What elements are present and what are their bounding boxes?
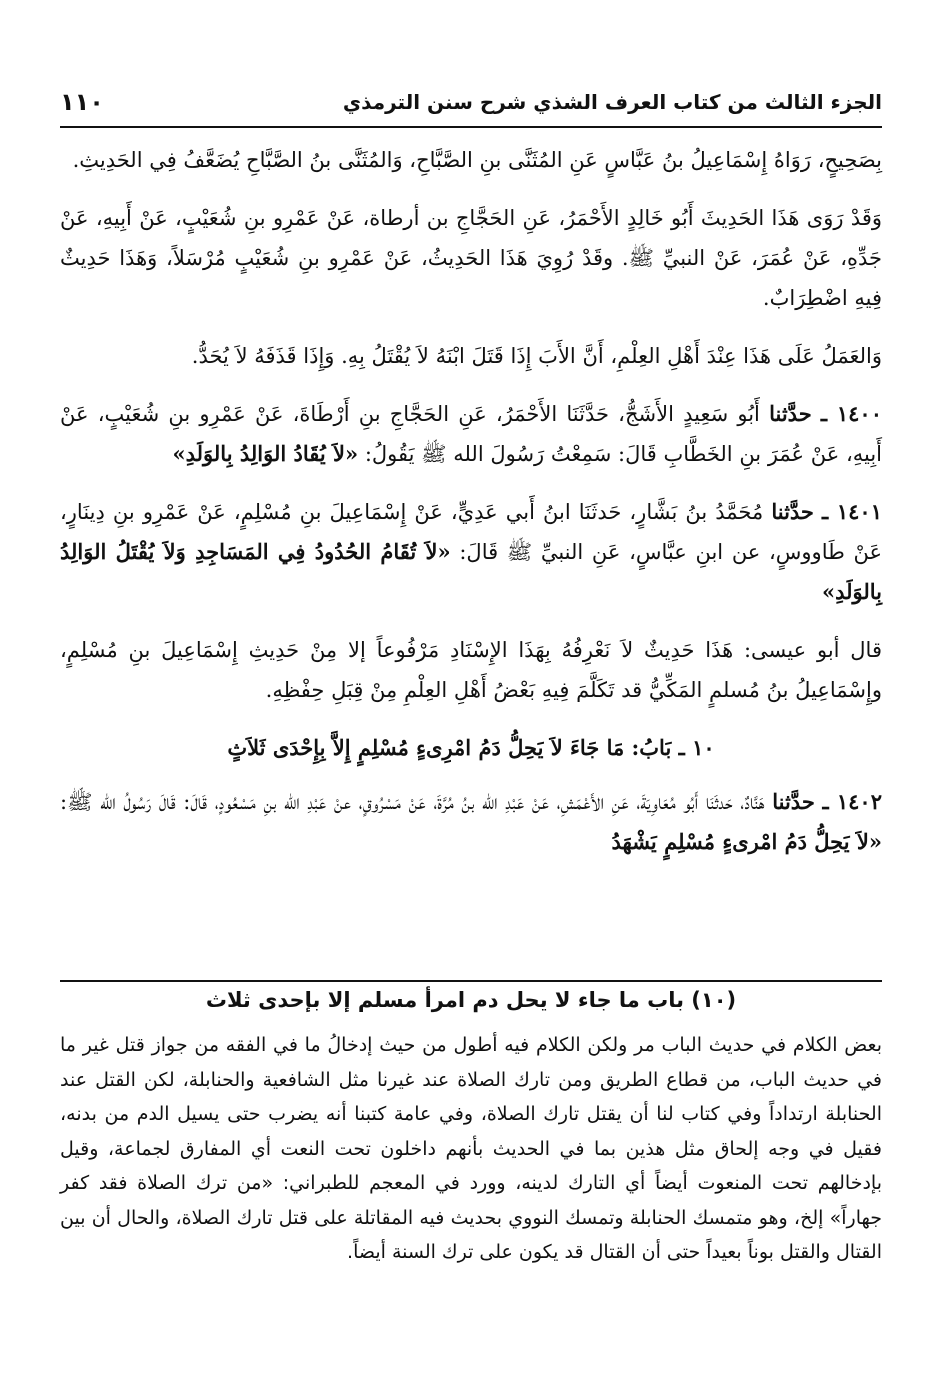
- hadith-quote: «لاَ تُقَامُ الحُدُودُ فِي المَسَاجِدِ وَلاَ يُقْتَلُ الوَالِدُ بِالوَلَدِ»: [60, 539, 882, 604]
- hadith-lead: حدَّثنا: [771, 499, 814, 524]
- commentary-body: بعض الكلام في حديث الباب مر ولكن الكلام فيه أطول من حيث إدخالُ ما في الفقه من جواز قتل غير ما في حديث الباب، من قطاع الطريق ومن تارك الصلاة عند غيرنا مثل الشافعية والحنابلة، لكن القتل عند الحنابلة ارتداداً وفي كتاب لنا أن يقتل تارك الصلاة، وفي عامة كتبنا أنه يضرب حتى يسيل الدم من بدنه، فقيل في وجه إلحاق مثل هذين بما في الحديث بأنهم داخلون تحت النعت أي المفارق لجماعة، وقيل بإدخالهم تحت المنعوت أيضاً أي التارك لدينه، وورد في المعجم للطبراني: «من ترك الصلاة فقد كفر جهاراً» إلخ، وهو متمسك الحنابلة وتمسك النووي بحديث فيه المقاتلة على قتل تارك الصلاة، والحال أن بين القتال والقتل بوناً بعيداً حتى أن القتال قد يكون على ترك السنة أيضاً.: [60, 1034, 882, 1263]
- hadith-text: مُحَمَّدُ بنُ بَشَّارٍ، حَدثَنَا ابنُ أَبي عَدِيٍّ، عَنْ إِسْمَاعِيلَ بنِ مُسْلِمٍ، عَنْ عَمْرِو بنِ دِينَارٍ، عَنْ طَاووسٍ، عن ابنِ عبَّاسٍ، عَنِ النبيِّ ﷺ قَالَ:: [60, 500, 883, 564]
- hadith-text: أَبُو سَعِيدٍ الأَشَجُّ، حَدَّثَنَا الأَحْمَرُ، عَنِ الحَجَّاجِ بنِ أَرْطَاةَ، عَنْ عَمْرِو بنِ شُعَيْبٍ، عَنْ أَبِيهِ، عَنْ عُمَرَ بنِ الخَطَّابِ قَالَ: سَمِعْتُ رَسُولَ الله ﷺ يَقُولُ:: [60, 402, 882, 466]
- book-page: [60, 0, 882, 1379]
- hadith-lead: حدَّثنا: [769, 401, 812, 426]
- hadith-text: هَنَّادٌ، حَدثَنَا أَبُو مُعَاوِيَةَ، عَنِ الأَعْمَشِ، عَنْ عَبْدِ الله بنُ مُرَّةَ، عَنْ مَسْرُوقٍ، عنْ عَبْدِ الله بنِ مَسْعُودٍ، قَالَ: قَالَ رَسُولُ الله ﷺ:: [60, 790, 765, 814]
- running-title: الجزء الثالث من كتاب العرف الشذي شرح سنن الترمذي: [342, 90, 882, 114]
- paragraph-3: وَالعَمَلُ عَلَى هَذَا عِنْدَ أَهْلِ العِلْمِ، أَنَّ الأَبَ إِذَا قَتَلَ ابْنَهُ لاَ يُقْتَلُ بِهِ. وَإِذَا قَذَفَهُ لاَ يُحَدُّ.: [191, 344, 882, 368]
- hadith-lead: حدَّثنا: [772, 789, 815, 814]
- hadith-1402: [60, 782, 882, 862]
- section-divider: [60, 980, 882, 982]
- chapter-heading: ١٠ ـ بَابُ: مَا جَاءَ لاَ يَحِلُّ دَمُ امْرِىءٍ مُسْلِمٍ إِلاَّ بِإِحْدَى ثَلاَثٍ: [227, 735, 715, 760]
- hadith-number: ١٤٠١ ـ: [822, 499, 882, 524]
- page-header: [60, 82, 882, 128]
- main-text: [60, 140, 882, 880]
- page-number: ١١٠: [60, 88, 104, 116]
- commentary-heading: (١٠) باب ما جاء لا يحل دم امرأ مسلم إلا بإحدى ثلاث: [205, 988, 737, 1012]
- commentary-section: [60, 988, 882, 1270]
- hadith-quote: «لاَ يُقَادُ الوَالِدُ بِالوَلَدِ»: [172, 441, 359, 466]
- hadith-1401: [60, 492, 882, 612]
- paragraph-1: بِصَحِيحٍ، رَوَاهُ إِسْمَاعِيلُ بنُ عَبَّاسٍ عَنِ المُثَنَّى بنِ الصَّبَّاحِ، وَالمُثَنَّى بنُ الصَّبَّاحِ يُضَعَّفُ فِي الحَدِيثِ.: [72, 148, 882, 172]
- hadith-quote: «لاَ يَحِلُّ دَمُ امْرىءٍ مُسْلِمٍ يَشْهَدُ: [611, 829, 882, 854]
- hadith-number: ١٤٠٠ ـ: [820, 401, 882, 426]
- paragraph-2: وَقَدْ رَوَى هَذَا الحَدِيثَ أَبُو خَالِدٍ الأَحْمَرُ، عَنِ الحَجَّاجِ بن أرطاة، عَنْ عَمْرِو بنِ شُعَيْبٍ، عَنْ أَبِيهِ، عَنْ جَدِّهِ، عَنْ عُمَرَ، عَنْ النبيِّ ﷺ. وقَدْ رُوِيَ هَذَا الحَدِيثُ، عَنْ عَمْرِو بنِ شُعَيْبٍ مُرْسَلاً، وَهَذَا حَدِيثٌ فِيهِ اضْطِرَابٌ.: [60, 206, 882, 310]
- hadith-number: ١٤٠٢ ـ: [822, 789, 882, 814]
- hadith-1400: [60, 394, 882, 474]
- paragraph-4: قال أبو عيسى: هَذَا حَدِيثٌ لاَ نَعْرِفُهُ بِهَذَا الإِسْنَادِ مَرْفُوعاً إلا مِنْ حَدِيثِ إِسْمَاعِيلَ بنِ مُسْلِمٍ، وإِسْمَاعِيلُ بنُ مُسلمٍ المَكِّيُّ قد تَكَلَّمَ فِيهِ بَعْضُ أَهْلِ العِلْمِ مِنْ قِبَلِ حِفْظِهِ.: [60, 638, 882, 702]
